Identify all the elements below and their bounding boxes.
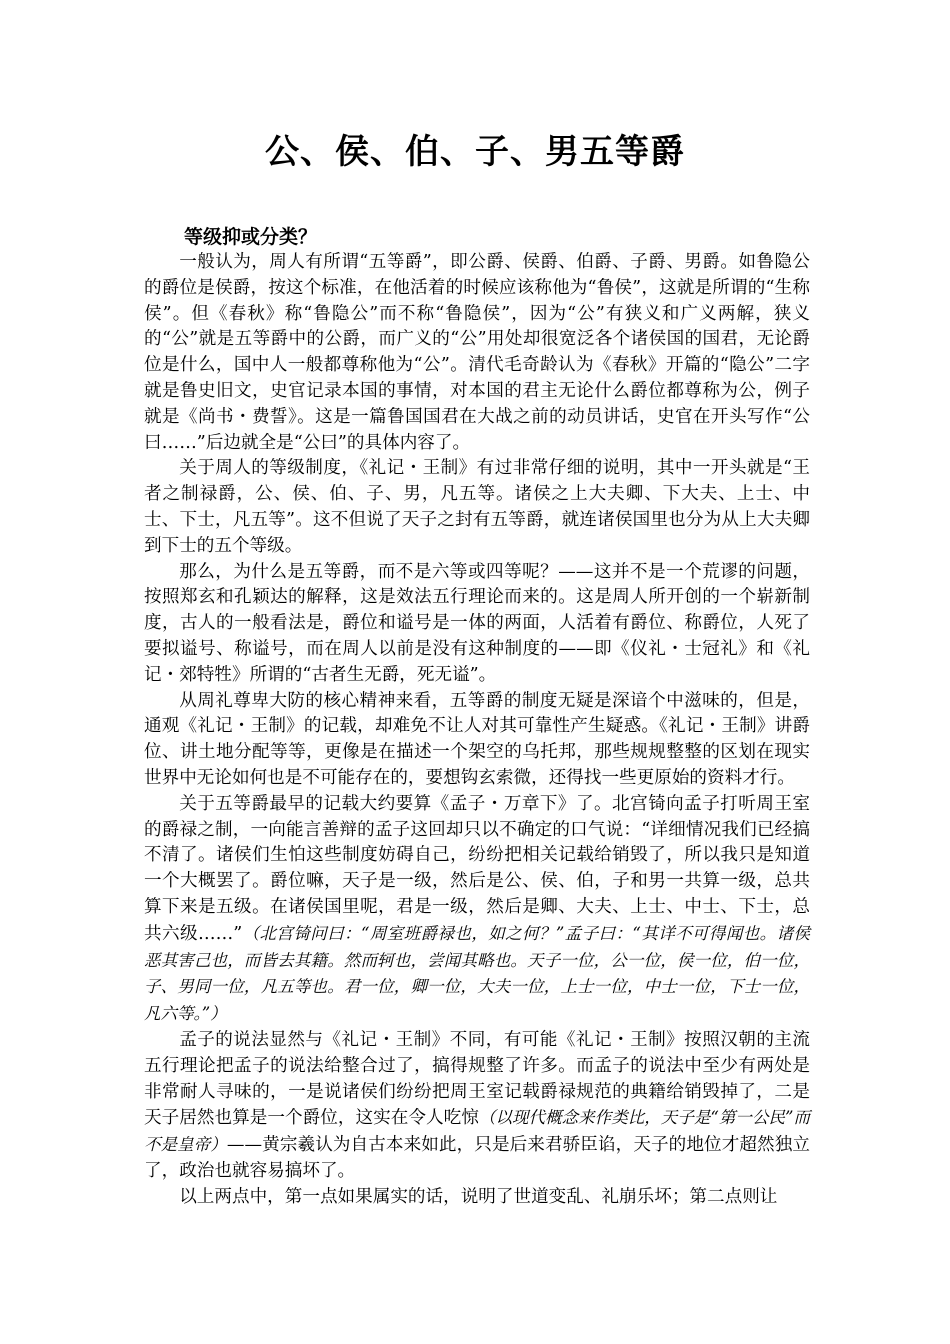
paragraph-2: 关于周人的等级制度，《礼记・王制》有过非常仔细的说明，其中一开头就是“王者之制禄爵，公、侯、伯、子、男，凡五等。诸侯之上大夫卿、下大夫、上士、中士、下士，凡五等”。这不但说了天子之封有五等爵，就连诸侯国里也分为从上大夫卿到下士的五个等级。 <box>144 458 810 556</box>
paragraph-4: 从周礼尊卑大防的核心精神来看，五等爵的制度无疑是深谙个中滋味的，但是，通观《礼记・王制》的记载，却难免不让人对其可靠性产生疑惑。《礼记・王制》讲爵位、讲土地分配等等，更像是在描述一个架空的乌托邦，那些规规整整的区划在现实世界中无论如何也是不可能存在的，要想钩玄索微，还得找一些更原始的资料才行。 <box>144 690 810 788</box>
classical-quote-mencius: （北宫锜问曰：“周室班爵禄也，如之何？”孟子曰：“其详不可得闻也。诸侯恶其害己也，而皆去其籍。然而轲也，尝闻其略也。天子一位，公一位，侯一位，伯一位，子、男同一位，凡五等也。君一位，卿一位，大夫一位，上士一位，中士一位，下士一位，凡六等。”） <box>144 923 811 1024</box>
paragraph-6-tail: ——黄宗羲认为自古本来如此，只是后来君骄臣谄，天子的地位才超然独立了，政治也就容易搞坏了。 <box>144 1135 810 1181</box>
paragraph-3: 那么，为什么是五等爵，而不是六等或四等呢？——这并不是一个荒谬的问题，按照郑玄和孔颖达的解释，这是效法五行理论而来的。这是周人所开创的一个崭新制度，古人的一般看法是，爵位和谥号是一体的两面，人活着有爵位、称爵位，人死了要拟谥号、称谥号，而在周人以前是没有这种制度的——即《仪礼・士冠礼》和《礼记・郊特牲》所谓的“古者生无爵，死无谥”。 <box>144 561 810 685</box>
section-heading: 等级抑或分类？ <box>184 226 318 248</box>
paragraph-5-text: 关于五等爵最早的记载大约要算《孟子・万章下》了。北宫锜向孟子打听周王室的爵禄之制，一向能言善辩的孟子这回却只以不确定的口气说：“详细情况我们已经搞不清了。诸侯们生怕这些制度妨碍自己，纷纷把相关记载给销毁了，所以我只是知道一个大概罢了。爵位嘛，天子是一级，然后是公、侯、伯，子和男一共算一级，总共算下来是五级。在诸侯国里呢，君是一级，然后是卿、大夫、上士、中士、下士，总共六级……” <box>144 793 810 944</box>
article-body <box>144 250 810 1210</box>
paragraph-1: 一般认为，周人有所谓“五等爵”，即公爵、侯爵、伯爵、子爵、男爵。如鲁隐公的爵位是侯爵，按这个标准，在他活着的时候应该称他为“鲁侯”，这就是所谓的“生称侯”。但《春秋》称“鲁隐公”而不称“鲁隐侯”，因为“公”有狭义和广义两解，狭义的“公”就是五等爵中的公爵，而广义的“公”用处却很宽泛各个诸侯国的国君，无论爵位是什么，国中人一般都尊称他为“公”。清代毛奇龄认为《春秋》开篇的“隐公”二字就是鲁史旧文，史官记录本国的事情，对本国的君主无论什么爵位都尊称为公，例子就是《尚书・费誓》。这是一篇鲁国国君在大战之前的动员讲话，史官在开头写作“公曰……”后边就全是“公曰”的具体内容了。 <box>144 252 810 453</box>
paragraph-6-text: 孟子的说法显然与《礼记・王制》不同，有可能《礼记・王制》按照汉朝的主流五行理论把孟子的说法给整合过了，搞得规整了许多。而孟子的说法中至少有两处是非常耐人寻味的，一是说诸侯们纷纷把周王室记载爵禄规范的典籍给销毁掉了，二是天子居然也算是一个爵位，这实在令人吃惊 <box>144 1029 810 1129</box>
paragraph-7: 以上两点中，第一点如果属实的话，说明了世道变乱、礼崩乐坏；第二点则让 <box>179 1186 778 1207</box>
inline-note-analogy: （以现代概念来作类比，天子是“第一公民”而不是皇帝） <box>144 1108 810 1155</box>
document-title: 公、侯、伯、子、男五等爵 <box>265 132 685 172</box>
paragraph-6 <box>144 1028 810 1185</box>
paragraph-5 <box>144 792 810 1028</box>
